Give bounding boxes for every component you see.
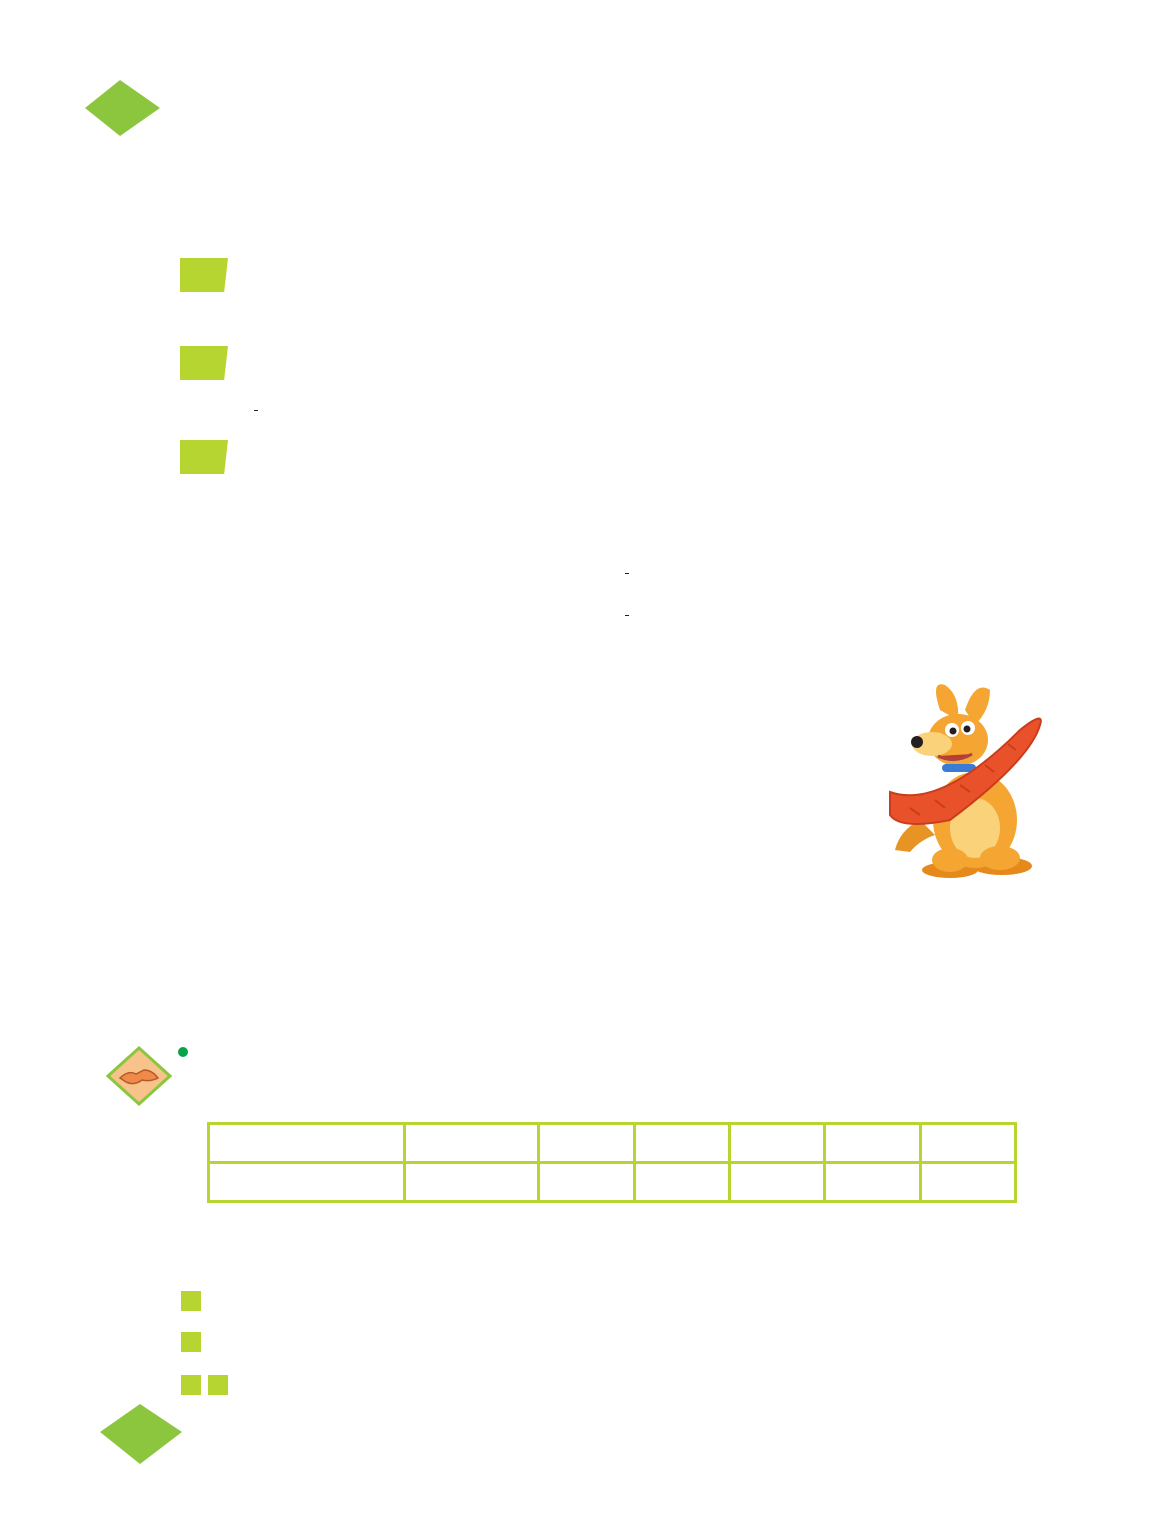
table-cell[interactable] bbox=[634, 1163, 729, 1202]
exercise-text bbox=[175, 572, 1078, 575]
exercise-text bbox=[175, 614, 1078, 617]
table-cell[interactable] bbox=[920, 1124, 1015, 1163]
corner-diamond bbox=[100, 1404, 182, 1464]
subtask-label bbox=[180, 346, 228, 380]
table-cell[interactable] bbox=[729, 1163, 824, 1202]
kangaroo-illustration bbox=[880, 680, 1060, 880]
blank-square[interactable] bbox=[181, 1291, 201, 1311]
equation bbox=[181, 1323, 201, 1361]
table-cell bbox=[539, 1124, 634, 1163]
table-cell[interactable] bbox=[825, 1163, 920, 1202]
equation bbox=[181, 1366, 228, 1404]
bottom-decorative-border bbox=[0, 1400, 220, 1470]
table-cell bbox=[404, 1163, 538, 1202]
fraction bbox=[625, 614, 629, 617]
fill-in-table bbox=[207, 1122, 1017, 1203]
table-cell bbox=[729, 1124, 824, 1163]
exercise-text bbox=[252, 390, 260, 428]
corner-diamond bbox=[85, 80, 160, 136]
subtask-label bbox=[180, 258, 228, 292]
blank-square[interactable] bbox=[181, 1332, 201, 1352]
row-header bbox=[209, 1124, 405, 1163]
blank-square[interactable] bbox=[181, 1375, 201, 1395]
fraction bbox=[254, 409, 258, 412]
table-cell bbox=[539, 1163, 634, 1202]
equation bbox=[181, 1282, 201, 1320]
blank-square[interactable] bbox=[208, 1375, 228, 1395]
table-cell bbox=[404, 1124, 538, 1163]
bullet-dot bbox=[178, 1047, 188, 1057]
handshake-icon bbox=[106, 1046, 172, 1106]
table-cell bbox=[634, 1124, 729, 1163]
top-decorative-border bbox=[0, 78, 1162, 138]
table-row bbox=[209, 1124, 1016, 1163]
subtask-label bbox=[180, 440, 228, 474]
table-cell[interactable] bbox=[920, 1163, 1015, 1202]
table-cell[interactable] bbox=[825, 1124, 920, 1163]
fraction bbox=[625, 572, 629, 575]
table-row bbox=[209, 1163, 1016, 1202]
row-header bbox=[209, 1163, 405, 1202]
